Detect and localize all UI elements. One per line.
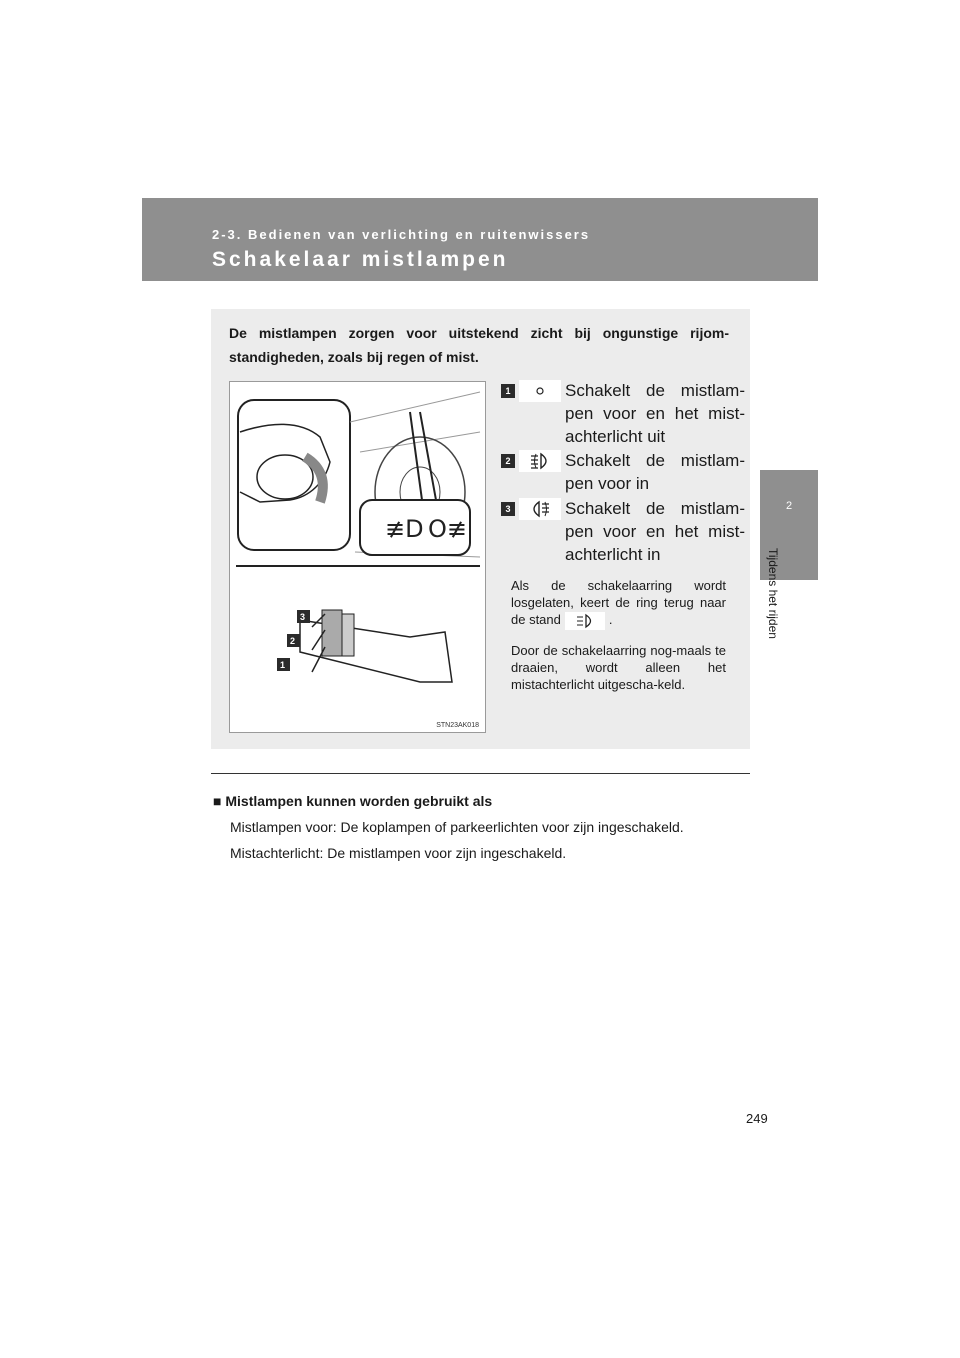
fog-switch-illustration [229, 381, 486, 733]
usage-heading: ■ Mistlampen kunnen worden gebruikt als [213, 793, 493, 809]
callout-3: 3 [300, 612, 306, 622]
off-position-icon [519, 380, 561, 402]
rotate-note: Door de schakelaarring nog-maals te draaien, wordt alleen het mistachterlicht uitgescha-keld. [511, 643, 726, 692]
mode-badge: 1 [501, 384, 515, 398]
mode-text: Schakelt de mistlam-pen voor en het mist-achterlicht in [565, 499, 745, 564]
rear-fog-icon [519, 498, 561, 520]
info-box [211, 309, 750, 749]
intro-text: De mistlampen zorgen voor uitstekend zicht bij ongunstige rijom-standigheden, zoals bij regen of mist. [229, 325, 729, 365]
callout-2: 2 [290, 636, 296, 646]
switch-drawing [230, 382, 485, 732]
chapter-number: 2 [785, 500, 793, 512]
divider [211, 773, 750, 774]
header-band [142, 198, 818, 281]
page-number: 249 [746, 1111, 768, 1126]
mode-badge: 2 [501, 454, 515, 468]
mode-text: Schakelt de mistlam-pen voor en het mist-achterlicht uit [565, 381, 745, 446]
svg-text:≢D: ≢D [385, 515, 424, 543]
release-note-text: Als de schakelaarring wordt losgelaten, keert de ring terug naar de stand [511, 578, 726, 627]
page-title: Schakelaar mistlampen [212, 248, 509, 271]
front-fog-icon [565, 612, 605, 630]
release-note-end: . [608, 612, 613, 627]
mode-badge: 3 [501, 502, 515, 516]
release-note [511, 577, 726, 630]
figure-code: STN23AK018 [436, 722, 479, 729]
usage-line-front: Mistlampen voor: De koplampen of parkeerlichten voor zijn ingeschakeld. [230, 819, 684, 835]
chapter-label: Tijdens het rijden [766, 548, 780, 639]
front-fog-icon [519, 450, 561, 472]
section-label: 2-3. Bedienen van verlichting en ruitenwissers [212, 227, 591, 242]
svg-text:O≢: O≢ [428, 515, 467, 543]
mode-text: Schakelt de mistlam-pen voor in [565, 451, 745, 493]
callout-1: 1 [280, 660, 286, 670]
usage-line-rear: Mistachterlicht: De mistlampen voor zijn ingeschakeld. [230, 845, 567, 861]
